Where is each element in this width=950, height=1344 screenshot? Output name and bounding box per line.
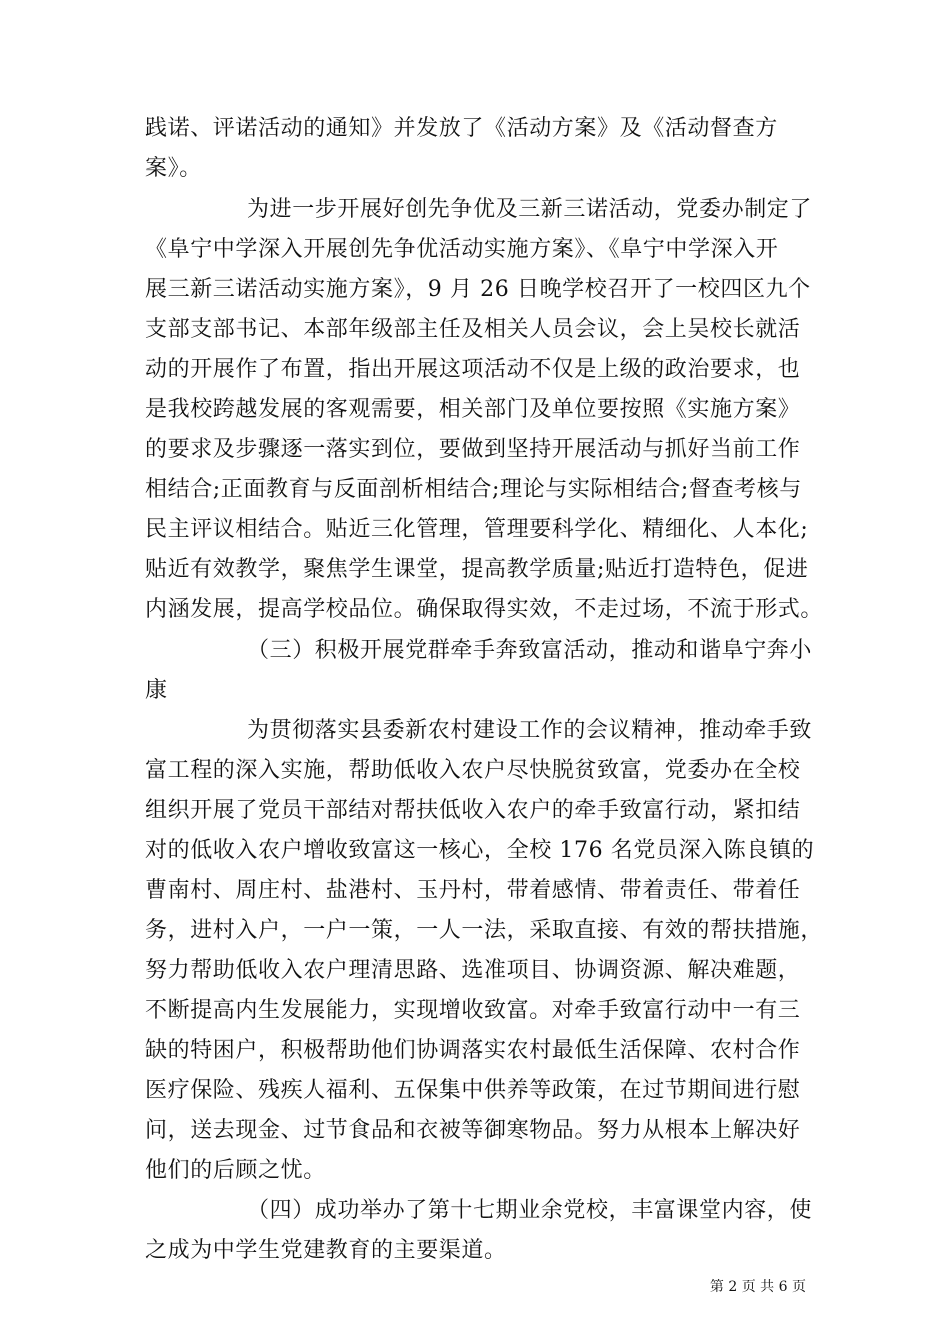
- text-line: 医疗保险、残疾人福利、五保集中供养等政策，在过节期间进行慰: [145, 1078, 801, 1103]
- text-line: 是我校跨越发展的客观需要，相关部门及单位要按照《实施方案》: [145, 397, 801, 422]
- text-line: 内涵发展，提高学校品位。确保取得实效，不走过场，不流于形式。: [145, 597, 824, 622]
- text-line: 动的开展作了布置，指出开展这项活动不仅是上级的政治要求，也: [145, 357, 801, 382]
- text-line: 曹南村、周庄村、盐港村、玉丹村，带着感情、带着责任、带着任: [145, 878, 801, 903]
- page-number-footer: 第 2 页 共 6 页: [709, 1279, 806, 1295]
- text-line: 民主评议相结合。贴近三化管理，管理要科学化、精细化、人本化;: [145, 517, 809, 542]
- section-heading: （四）成功举办了第十七期业余党校，丰富课堂内容，使: [247, 1198, 813, 1223]
- text-line: 展三新三诺活动实施方案》，9 月 26 日晚学校召开了一校四区九个: [145, 277, 811, 302]
- section-heading-continued: 康: [145, 678, 168, 703]
- text-line: 组织开展了党员干部结对帮扶低收入农户的牵手致富行动，紧扣结: [145, 798, 801, 823]
- section-heading: （三）积极开展党群牵手奔致富活动，推动和谐阜宁奔小: [247, 638, 813, 663]
- text-line: 务，进村入户，一户一策，一人一法，采取直接、有效的帮扶措施，: [145, 918, 824, 943]
- text-line: 的要求及步骤逐一落实到位，要做到坚持开展活动与抓好当前工作: [145, 437, 801, 462]
- text-line: 支部支部书记、本部年级部主任及相关人员会议，会上吴校长就活: [145, 317, 801, 342]
- text-line: 案》。: [145, 156, 202, 181]
- text-line: 贴近有效教学，聚焦学生课堂，提高教学质量;贴近打造特色，促进: [145, 557, 809, 582]
- text-line: 《阜宁中学深入开展创先争优活动实施方案》、《阜宁中学深入开: [145, 237, 779, 262]
- text-line: 缺的特困户，积极帮助他们协调落实农村最低生活保障、农村合作: [145, 1038, 801, 1063]
- text-line: 他们的后顾之忧。: [145, 1158, 326, 1183]
- text-line: 践诺、评诺活动的通知》并发放了《活动方案》及《活动督查方: [145, 116, 778, 141]
- text-line: 之成为中学生党建教育的主要渠道。: [145, 1238, 507, 1263]
- text-line: 富工程的深入实施，帮助低收入农户尽快脱贫致富，党委办在全校: [145, 758, 801, 783]
- text-line: 不断提高内生发展能力，实现增收致富。对牵手致富行动中一有三: [145, 998, 801, 1023]
- text-line: 相结合;正面教育与反面剖析相结合;理论与实际相结合;督查考核与: [145, 477, 802, 502]
- text-line: 问，送去现金、过节食品和衣被等御寒物品。努力从根本上解决好: [145, 1118, 801, 1143]
- paragraph-first-line: 为贯彻落实县委新农村建设工作的会议精神，推动牵手致: [247, 718, 813, 743]
- text-line: 努力帮助低收入农户理清思路、选准项目、协调资源、解决难题，: [145, 958, 801, 983]
- paragraph-first-line: 为进一步开展好创先争优及三新三诺活动，党委办制定了: [247, 197, 813, 222]
- text-line: 对的低收入农户增收致富这一核心，全校 176 名党员深入陈良镇的: [145, 838, 815, 863]
